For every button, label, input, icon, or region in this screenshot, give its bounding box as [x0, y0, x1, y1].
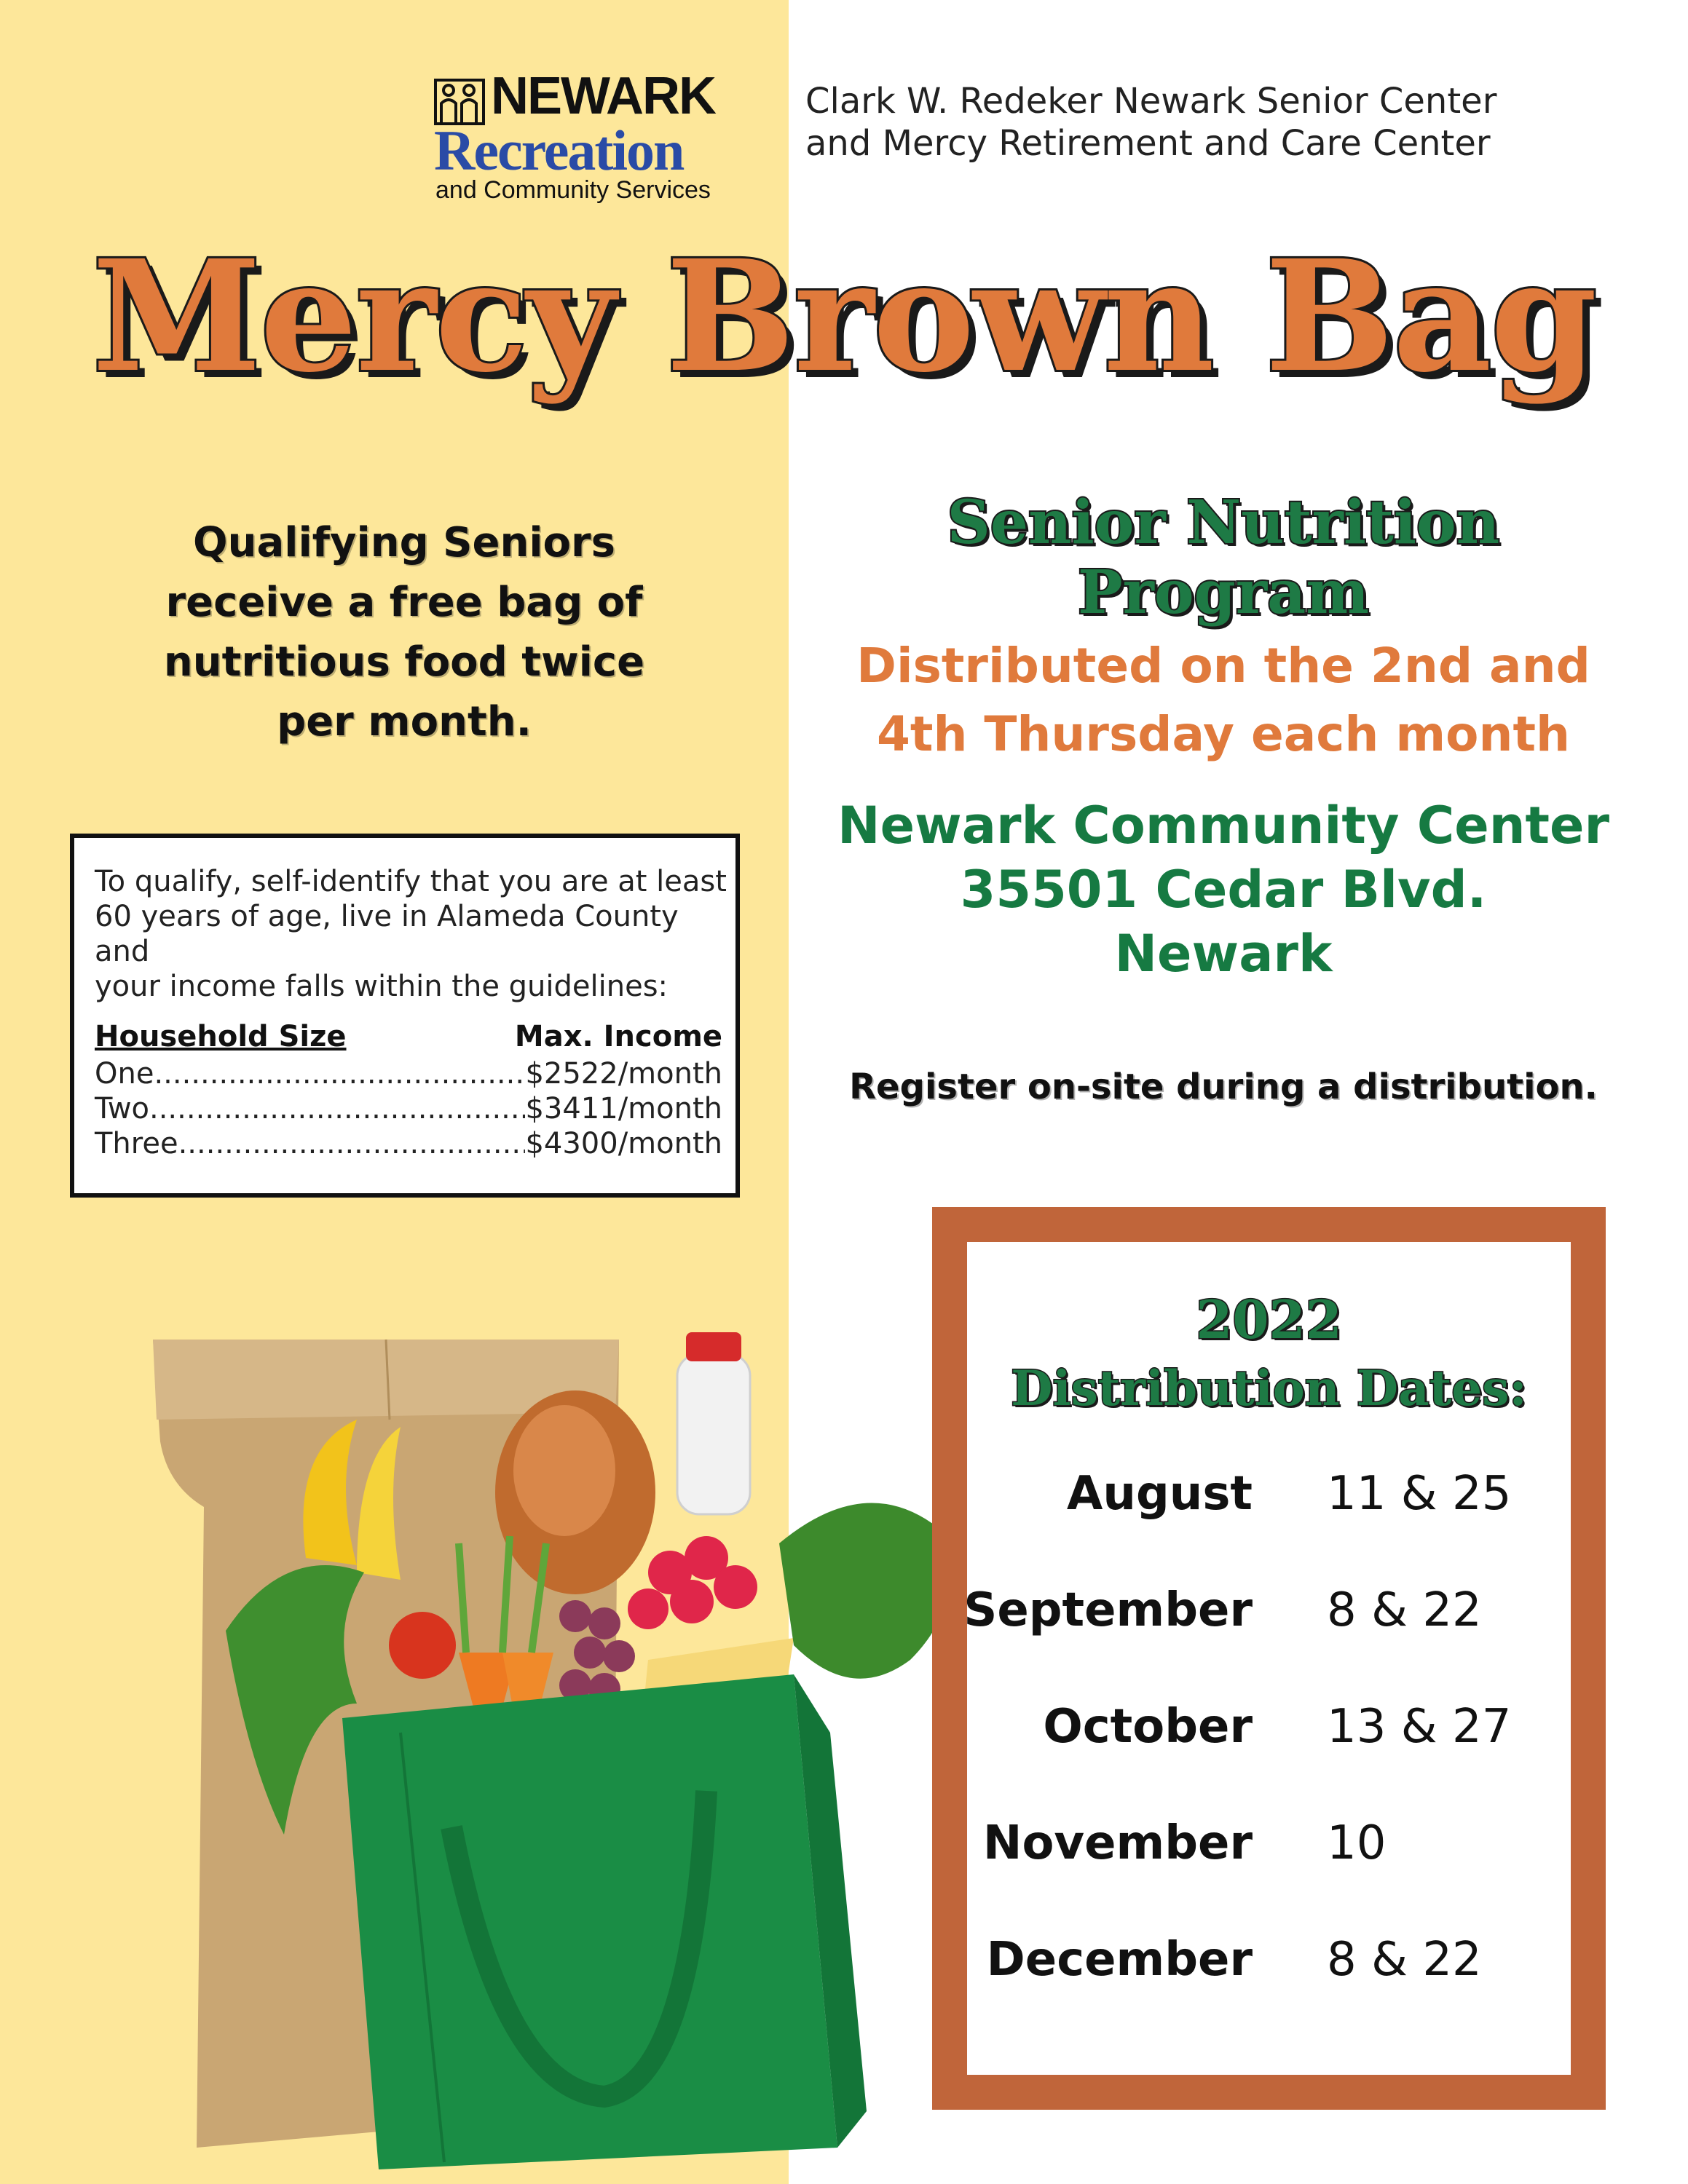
qualify-line-1: Qualifying Seniors	[193, 519, 615, 566]
tomato	[389, 1612, 456, 1679]
host-line-2: and Mercy Retirement and Care Center	[805, 123, 1491, 164]
eligibility-intro	[95, 864, 735, 1004]
max-income: $3411/month	[525, 1092, 722, 1125]
date-row	[947, 1700, 1602, 1758]
dates-year: 2022	[1196, 1289, 1342, 1350]
date-days: 10	[1327, 1816, 1387, 1870]
income-row	[95, 1056, 722, 1091]
host-line-1: Clark W. Redeker Newark Senior Center	[805, 81, 1497, 122]
eligibility-intro-line-3: your income falls within the guidelines:	[95, 970, 669, 1003]
logo-newark-text: NEWARK	[491, 67, 715, 125]
register-note: Register on-site during a distribution.	[849, 1067, 1598, 1107]
qualify-line-4: per month.	[277, 698, 532, 745]
date-month: December	[986, 1933, 1253, 1987]
program-subtitle: Senior Nutrition Program	[947, 488, 1500, 628]
date-row	[947, 1933, 1602, 1991]
leader-dots	[149, 1091, 525, 1126]
date-row	[947, 1816, 1602, 1875]
max-income: $4300/month	[525, 1127, 722, 1160]
max-income-header: Max. Income	[514, 1020, 722, 1053]
logo-recreation-text: Recreation	[434, 119, 684, 182]
date-month: November	[982, 1816, 1253, 1870]
max-income: $2522/month	[525, 1057, 722, 1091]
date-month: August	[1066, 1467, 1253, 1521]
page-title: Mercy Brown Bag	[92, 226, 1596, 406]
radishes	[628, 1536, 757, 1629]
host-organizations	[805, 80, 1496, 165]
eligibility-box	[70, 834, 740, 1198]
leader-dots	[178, 1126, 526, 1161]
qualify-line-2: receive a free bag of	[165, 579, 643, 626]
newark-recreation-logo	[434, 67, 715, 211]
distribution-line-1: Distributed on the 2nd and	[856, 638, 1590, 694]
grocery-bag-illustration	[138, 1325, 983, 2184]
qualify-line-3: nutritious food twice	[163, 638, 645, 686]
date-days: 8 & 22	[1327, 1933, 1482, 1987]
date-days: 8 & 22	[1327, 1583, 1482, 1637]
eligibility-intro-line-1: To qualify, self-identify that you are at least	[95, 865, 727, 898]
date-row	[947, 1583, 1602, 1642]
household-size-header: Household Size	[95, 1020, 347, 1053]
qualifying-seniors-text	[117, 513, 692, 752]
distribution-schedule	[794, 632, 1653, 769]
distribution-line-2: 4th Thursday each month	[876, 706, 1571, 762]
milk-bottle	[677, 1354, 750, 1514]
household-size: Two	[95, 1092, 149, 1125]
location-block	[794, 794, 1653, 986]
parsley	[779, 1503, 949, 1678]
leader-dots	[154, 1056, 525, 1091]
location-name: Newark Community Center	[837, 796, 1609, 855]
income-row	[95, 1126, 722, 1161]
date-row	[947, 1467, 1602, 1525]
date-days: 11 & 25	[1327, 1467, 1512, 1521]
household-size: Three	[95, 1127, 178, 1160]
income-row	[95, 1091, 722, 1126]
eligibility-intro-line-2: 60 years of age, live in Alameda County and	[95, 900, 679, 968]
dates-title: Distribution Dates:	[1011, 1360, 1527, 1417]
location-city: Newark	[1114, 924, 1333, 984]
location-address: 35501 Cedar Blvd.	[960, 860, 1487, 919]
date-month: September	[963, 1583, 1253, 1637]
date-month: October	[1043, 1700, 1253, 1754]
date-days: 13 & 27	[1327, 1700, 1512, 1754]
income-table-header	[95, 1020, 722, 1053]
logo-services-text: and Community Services	[435, 176, 711, 204]
household-size: One	[95, 1057, 154, 1091]
